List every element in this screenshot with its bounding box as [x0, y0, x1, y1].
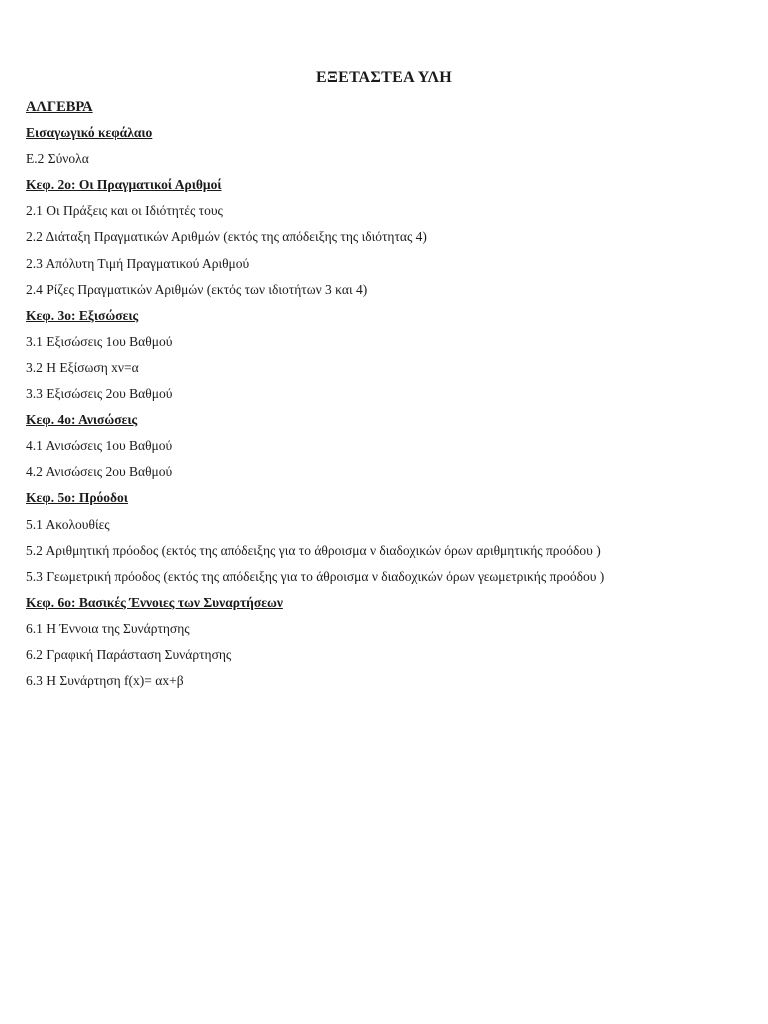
section-item: 6.3 Η Συνάρτηση f(x)= αx+β — [26, 673, 184, 689]
section-item: 2.1 Οι Πράξεις και οι Ιδιότητές τους — [26, 203, 223, 219]
subject-heading: ΑΛΓΕΒΡΑ — [26, 99, 93, 115]
chapter-heading: Κεφ. 2ο: Οι Πραγματικοί Αριθμοί — [26, 177, 222, 193]
chapter-heading: Κεφ. 3ο: Εξισώσεις — [26, 307, 139, 323]
section-item: 3.2 Η Εξίσωση xν=α — [26, 359, 139, 375]
section-item: 4.1 Ανισώσεις 1ου Βαθμού — [26, 438, 173, 454]
section-item: 3.3 Εξισώσεις 2ου Βαθμού — [26, 386, 173, 402]
chapter-heading: Κεφ. 5ο: Πρόοδοι — [26, 490, 128, 506]
section-item: Ε.2 Σύνολα — [26, 151, 89, 167]
section-item: 3.1 Εξισώσεις 1ου Βαθμού — [26, 333, 173, 349]
section-item: 5.2 Αριθμητική πρόοδος (εκτός της απόδειξης για το άθροισμα ν διαδοχικών όρων αριθμητικής προόδου ) — [26, 542, 601, 558]
syllabus-list — [26, 97, 746, 697]
section-item: 2.3 Απόλυτη Τιμή Πραγματικού Αριθμού — [26, 255, 250, 271]
section-item: 6.2 Γραφική Παράσταση Συνάρτησης — [26, 646, 232, 662]
chapter-heading: Εισαγωγικό κεφάλαιο — [26, 125, 153, 141]
section-item: 4.2 Ανισώσεις 2ου Βαθμού — [26, 464, 173, 480]
section-item: 6.1 Η Έννοια της Συνάρτησης — [26, 620, 190, 636]
page-title: ΕΞΕΤΑΣΤΕΑ ΥΛΗ — [316, 69, 452, 86]
section-item: 5.1 Ακολουθίες — [26, 516, 110, 532]
section-item: 2.4 Ρίζες Πραγματικών Αριθμών (εκτός των ιδιοτήτων 3 και 4) — [26, 281, 368, 297]
section-item: 2.2 Διάταξη Πραγματικών Αριθμών (εκτός της απόδειξης της ιδιότητας 4) — [26, 229, 427, 245]
chapter-heading: Κεφ. 6ο: Βασικές Έννοιες των Συναρτήσεων — [26, 594, 283, 610]
section-item: 5.3 Γεωμετρική πρόοδος (εκτός της απόδειξης για το άθροισμα ν διαδοχικών όρων γεωμετρικής προόδου ) — [26, 568, 605, 584]
chapter-heading: Κεφ. 4ο: Ανισώσεις — [26, 412, 138, 428]
